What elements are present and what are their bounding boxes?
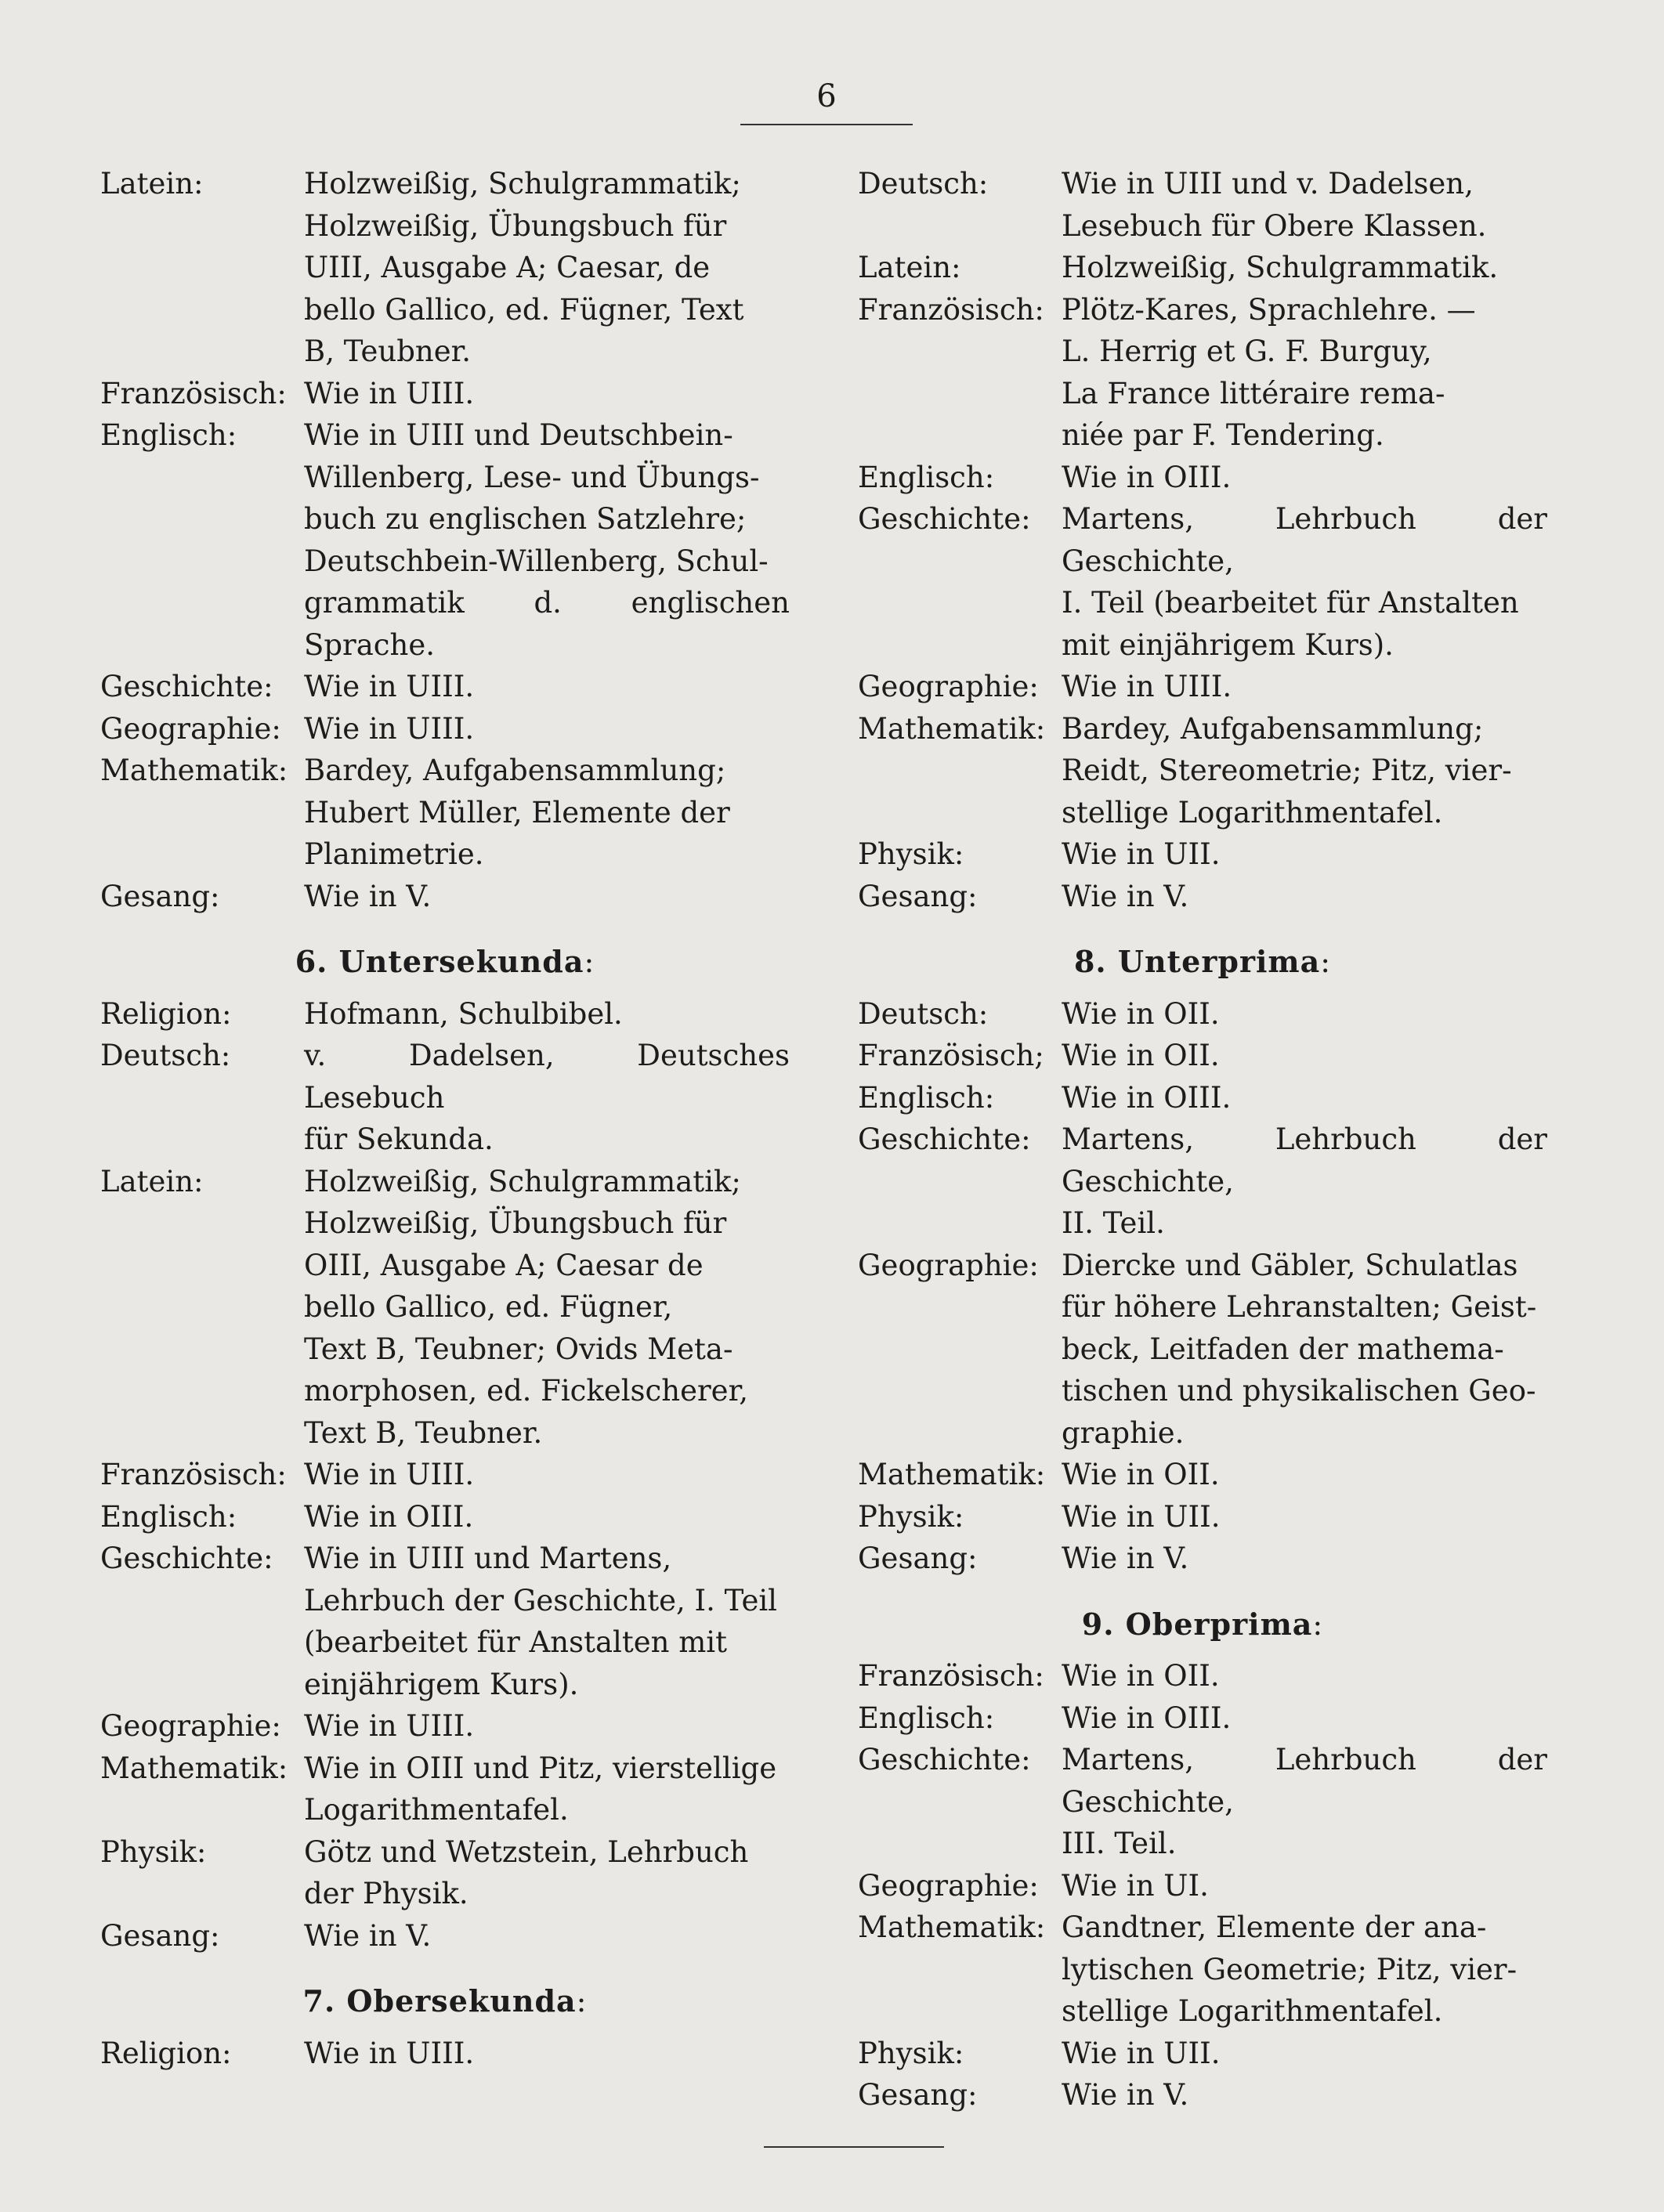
subject-entry xyxy=(100,1705,790,1748)
textbook-text: Wie in UII. xyxy=(1062,2036,1221,2070)
subject-label: Geographie: xyxy=(858,1248,1039,1282)
subject-entry xyxy=(858,993,1547,1036)
page-number: 6 xyxy=(816,78,837,114)
subject-label: Physik: xyxy=(858,1499,964,1534)
subject-entry xyxy=(858,1496,1547,1538)
textbook-text: Wie in UII. xyxy=(1062,1499,1221,1534)
subject-label: Mathematik: xyxy=(858,711,1046,746)
subject-label: Physik: xyxy=(858,2036,964,2070)
subject-entry xyxy=(858,1538,1547,1580)
subject-label: Mathematik: xyxy=(100,754,288,787)
subject-label: Deutsch: xyxy=(100,1039,231,1072)
textbook-text: Diercke und Gäbler, Schulatlas für höhere Lehranstalten; Geist- beck, Leitfaden der mathema- tischen und physikalischen Geo- graphie. xyxy=(1062,1248,1537,1450)
textbook-text: Wie in OIII. xyxy=(1062,1080,1232,1115)
subject-label: Geschichte: xyxy=(100,1542,273,1575)
bottom-rule xyxy=(764,2146,944,2148)
subject-entry xyxy=(100,1035,790,1161)
textbook-text: Martens, Lehrbuch der Geschichte, III. Teil. xyxy=(1062,1743,1547,1860)
left-column xyxy=(100,163,790,2074)
subject-label: Deutsch: xyxy=(858,996,989,1031)
subject-entry xyxy=(858,1077,1547,1119)
subject-label: Mathematik: xyxy=(100,1751,288,1785)
textbook-text: Wie in V. xyxy=(1062,879,1189,913)
subject-entry xyxy=(858,2074,1547,2116)
subject-label: Französisch: xyxy=(100,376,287,410)
subject-entry xyxy=(858,247,1547,289)
textbook-text: Wie in OIII und Pitz, vierstellige Logarithmentafel. xyxy=(304,1751,777,1827)
subject-entry xyxy=(100,1831,790,1915)
subject-entry xyxy=(858,1119,1547,1245)
subject-entry xyxy=(100,1915,790,1957)
subject-entry xyxy=(858,833,1547,876)
textbook-text: Wie in V. xyxy=(304,1918,432,1953)
subject-entry xyxy=(100,2033,790,2075)
subject-label: Gesang: xyxy=(858,879,978,913)
textbook-text: Wie in V. xyxy=(304,879,432,913)
subject-label: Englisch: xyxy=(858,460,995,494)
subject-entry xyxy=(100,876,790,918)
textbook-text: Bardey, Aufgabensammlung; Hubert Müller, Elemente der Planimetrie. xyxy=(304,754,730,871)
textbook-text: Hofmann, Schulbibel. xyxy=(304,996,623,1031)
subject-entry xyxy=(100,163,790,373)
textbook-text: Plötz-Kares, Sprachlehre. — L. Herrig et G. F. Burguy, La France littéraire rema- niée par F. Tendering. xyxy=(1062,292,1476,452)
subject-label: Latein: xyxy=(100,167,204,201)
subject-label: Physik: xyxy=(858,837,964,871)
subject-label: Französisch: xyxy=(858,1659,1044,1693)
subject-entry xyxy=(858,457,1547,499)
textbook-text: Martens, Lehrbuch der Geschichte, II. Teil. xyxy=(1062,1122,1547,1240)
subject-entry xyxy=(858,666,1547,708)
textbook-text: Gandtner, Elemente der ana- lytischen Geometrie; Pitz, vier- stellige Logarithmentafel. xyxy=(1062,1910,1517,2028)
subject-entry xyxy=(858,1739,1547,1865)
textbook-text: Götz und Wetzstein, Lehrbuch der Physik. xyxy=(304,1834,749,1910)
textbook-text: Wie in UIII und v. Dadelsen, Lesebuch für Obere Klassen. xyxy=(1062,167,1487,243)
subject-label: Französisch: xyxy=(858,292,1044,327)
textbook-text: Wie in OII. xyxy=(1062,996,1220,1031)
class-heading-title: 6. Untersekunda xyxy=(295,944,584,979)
subject-entry xyxy=(100,708,790,750)
subject-entry xyxy=(858,1865,1547,1907)
subject-label: Gesang: xyxy=(100,879,220,913)
subject-label: Geographie: xyxy=(858,670,1039,703)
subject-label: Physik: xyxy=(100,1834,207,1869)
textbook-text: v. Dadelsen, Deutsches Lesebuch für Sekunda. xyxy=(304,1039,790,1156)
subject-label: Mathematik: xyxy=(858,1458,1046,1491)
textbook-text: Wie in UI. xyxy=(1062,1868,1209,1903)
subject-entry xyxy=(858,1245,1547,1455)
subject-label: Geographie: xyxy=(100,1709,281,1743)
subject-entry xyxy=(858,1655,1547,1697)
subject-entry xyxy=(100,1454,790,1496)
subject-entry xyxy=(100,1538,790,1705)
textbook-text: Wie in V. xyxy=(1062,1542,1189,1575)
subject-label: Geschichte: xyxy=(858,502,1031,536)
subject-entry xyxy=(858,708,1547,834)
subject-entry xyxy=(858,289,1547,457)
subject-entry xyxy=(100,1748,790,1831)
textbook-text: Wie in UIII. xyxy=(304,670,475,703)
textbook-text: Holzweißig, Schulgrammatik. xyxy=(1062,251,1499,284)
subject-label: Religion: xyxy=(100,2036,232,2070)
subject-label: Englisch: xyxy=(858,1701,995,1735)
textbook-text: Wie in UIII. xyxy=(1062,670,1232,703)
subject-label: Gesang: xyxy=(858,1542,978,1575)
subject-label: Geographie: xyxy=(100,711,281,746)
subject-entry xyxy=(100,373,790,415)
textbook-text: Wie in UIII. xyxy=(304,376,475,410)
subject-label: Englisch: xyxy=(858,1080,995,1115)
subject-label: Deutsch: xyxy=(858,167,989,201)
subject-label: Geschichte: xyxy=(858,1743,1031,1776)
subject-entry xyxy=(100,666,790,708)
class-heading xyxy=(100,1980,790,2023)
subject-entry xyxy=(858,1907,1547,2033)
subject-label: Geographie: xyxy=(858,1868,1039,1903)
subject-entry xyxy=(858,1697,1547,1740)
subject-entry xyxy=(858,163,1547,247)
textbook-text: Wie in OIII. xyxy=(1062,1701,1232,1735)
subject-entry xyxy=(100,1496,790,1538)
textbook-text: Martens, Lehrbuch der Geschichte, I. Teil (bearbeitet für Anstalten mit einjährigem Kurs). xyxy=(1062,502,1547,662)
class-heading-title: 9. Oberprima xyxy=(1081,1606,1313,1642)
right-column xyxy=(858,163,1547,2116)
textbook-text: Wie in V. xyxy=(1062,2078,1189,2112)
class-heading-colon: : xyxy=(584,945,595,979)
textbook-text: Wie in UIII. xyxy=(304,1458,475,1491)
class-heading-title: 8. Unterprima xyxy=(1073,944,1321,979)
subject-entry xyxy=(858,2033,1547,2075)
textbook-text: Wie in UIII und Deutschbein- Willenberg, Lese- und Übungs- buch zu englischen Satzlehre; Deutschbein-Willenberg, Schul- grammatik d. englischen Sprache. xyxy=(304,418,790,662)
subject-entry xyxy=(100,1161,790,1455)
subject-entry xyxy=(100,993,790,1036)
subject-entry xyxy=(858,1035,1547,1077)
class-heading-title: 7. Obersekunda xyxy=(302,1983,577,2019)
class-heading-colon: : xyxy=(576,1984,588,2019)
class-heading-colon: : xyxy=(1320,945,1332,979)
textbook-text: Wie in UII. xyxy=(1062,837,1221,871)
subject-entry xyxy=(100,414,790,666)
textbook-text: Wie in OII. xyxy=(1062,1458,1220,1491)
subject-label: Französisch; xyxy=(858,1039,1044,1072)
class-heading xyxy=(100,941,790,984)
class-heading-colon: : xyxy=(1312,1607,1324,1642)
subject-label: Geschichte: xyxy=(100,670,273,703)
class-heading xyxy=(858,1603,1547,1646)
subject-entry xyxy=(858,876,1547,918)
top-rule xyxy=(740,124,913,125)
subject-label: Gesang: xyxy=(100,1918,220,1953)
subject-label: Religion: xyxy=(100,996,232,1031)
subject-label: Latein: xyxy=(858,251,961,284)
textbook-text: Wie in OII. xyxy=(1062,1039,1220,1072)
subject-label: Englisch: xyxy=(100,418,237,452)
textbook-text: Bardey, Aufgabensammlung; Reidt, Stereometrie; Pitz, vier- stellige Logarithmentafel. xyxy=(1062,711,1512,830)
subject-label: Englisch: xyxy=(100,1499,237,1534)
class-heading xyxy=(858,941,1547,984)
subject-entry xyxy=(100,750,790,876)
textbook-text: Wie in OIII. xyxy=(1062,460,1232,494)
textbook-text: Wie in OII. xyxy=(1062,1659,1220,1693)
textbook-text: Wie in UIII. xyxy=(304,711,475,746)
subject-entry xyxy=(858,498,1547,666)
textbook-text: Wie in OIII. xyxy=(304,1499,474,1534)
textbook-text: Holzweißig, Schulgrammatik; Holzweißig, Übungsbuch für UIII, Ausgabe A; Caesar, de bello Gallico, ed. Fügner, Text B, Teubner. xyxy=(304,167,744,368)
textbook-text: Wie in UIII. xyxy=(304,2036,475,2070)
subject-entry xyxy=(858,1454,1547,1496)
subject-label: Französisch: xyxy=(100,1458,287,1491)
textbook-text: Wie in UIII und Martens, Lehrbuch der Geschichte, I. Teil (bearbeitet für Anstalten mit einjährigem Kurs). xyxy=(304,1542,778,1701)
subject-label: Gesang: xyxy=(858,2078,978,2112)
subject-label: Geschichte: xyxy=(858,1122,1031,1156)
textbook-text: Wie in UIII. xyxy=(304,1709,475,1743)
subject-label: Latein: xyxy=(100,1164,204,1198)
subject-label: Mathematik: xyxy=(858,1910,1046,1944)
textbook-text: Holzweißig, Schulgrammatik; Holzweißig, Übungsbuch für OIII, Ausgabe A; Caesar de bello Gallico, ed. Fügner, Text B, Teubner; Ovids Meta- morphosen, ed. Fickelscherer, Text B, Teubner. xyxy=(304,1164,748,1450)
